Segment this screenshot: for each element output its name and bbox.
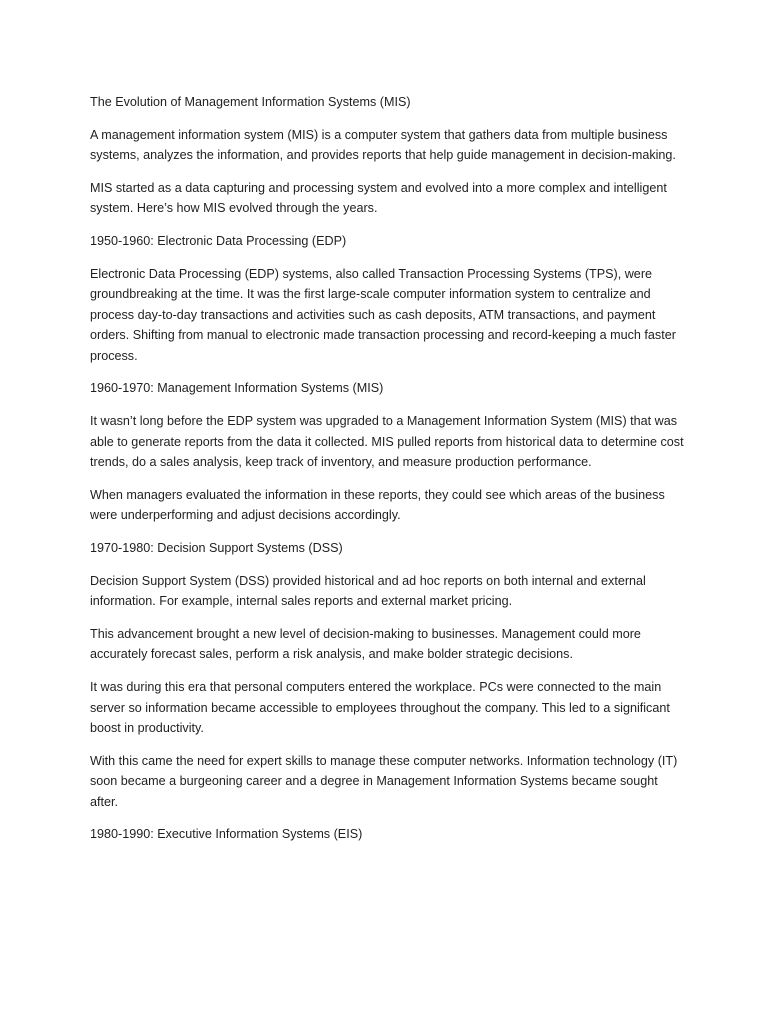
- section-heading-eis: 1980-1990: Executive Information Systems (EIS): [90, 827, 363, 842]
- paragraph-mis-managers: When managers evaluated the information in these reports, they could see which areas of the business were underperforming and adjust decisions accordingly.: [90, 487, 665, 523]
- paragraph-mis-upgrade: It wasn’t long before the EDP system was upgraded to a Management Information System (MIS) that was able to generate reports from the data it collected. MIS pulled reports from historical data to determine cost trends, do a sales analysis, keep track of inventory, and measure production performance.: [90, 414, 684, 470]
- paragraph-dss-it: With this came the need for expert skills to manage these computer networks. Information technology (IT) soon became a burgeoning career and a degree in Management Information Systems became sought after.: [90, 753, 678, 809]
- section-heading-mis: 1960-1970: Management Information Systems (MIS): [90, 381, 384, 396]
- paragraph-dss: Decision Support System (DSS) provided historical and ad hoc reports on both internal and external information. For example, internal sales reports and external market pricing.: [90, 573, 646, 609]
- section-heading-edp: 1950-1960: Electronic Data Processing (EDP): [90, 234, 347, 249]
- document-body: [90, 92, 684, 857]
- paragraph-edp: Electronic Data Processing (EDP) systems, also called Transaction Processing Systems (TPS), were groundbreaking at the time. It was the first large-scale computer information system to centralize and process day-to-day transactions and activities such as cash deposits, ATM transactions, and payment orders. Shifting from manual to electronic made transaction processing and record-keeping a much faster process.: [90, 267, 676, 363]
- paragraph-mis-evolution-intro: MIS started as a data capturing and processing system and evolved into a more complex and intelligent system. Here’s how MIS evolved through the years.: [90, 181, 667, 216]
- section-heading-dss: 1970-1980: Decision Support Systems (DSS): [90, 541, 343, 556]
- paragraph-dss-advancement: This advancement brought a new level of decision-making to businesses. Management could more accurately forecast sales, perform a risk analysis, and make bolder strategic decisions.: [90, 627, 641, 662]
- paragraph-mis-definition: A management information system (MIS) is a computer system that gathers data from multiple business systems, analyzes the information, and provides reports that help guide management in decision-making.: [90, 127, 676, 163]
- document-title: The Evolution of Management Information Systems (MIS): [90, 95, 411, 109]
- paragraph-dss-pcs: It was during this era that personal computers entered the workplace. PCs were connected to the main server so information became accessible to employees throughout the company. This led to a significant boost in productivity.: [90, 680, 670, 736]
